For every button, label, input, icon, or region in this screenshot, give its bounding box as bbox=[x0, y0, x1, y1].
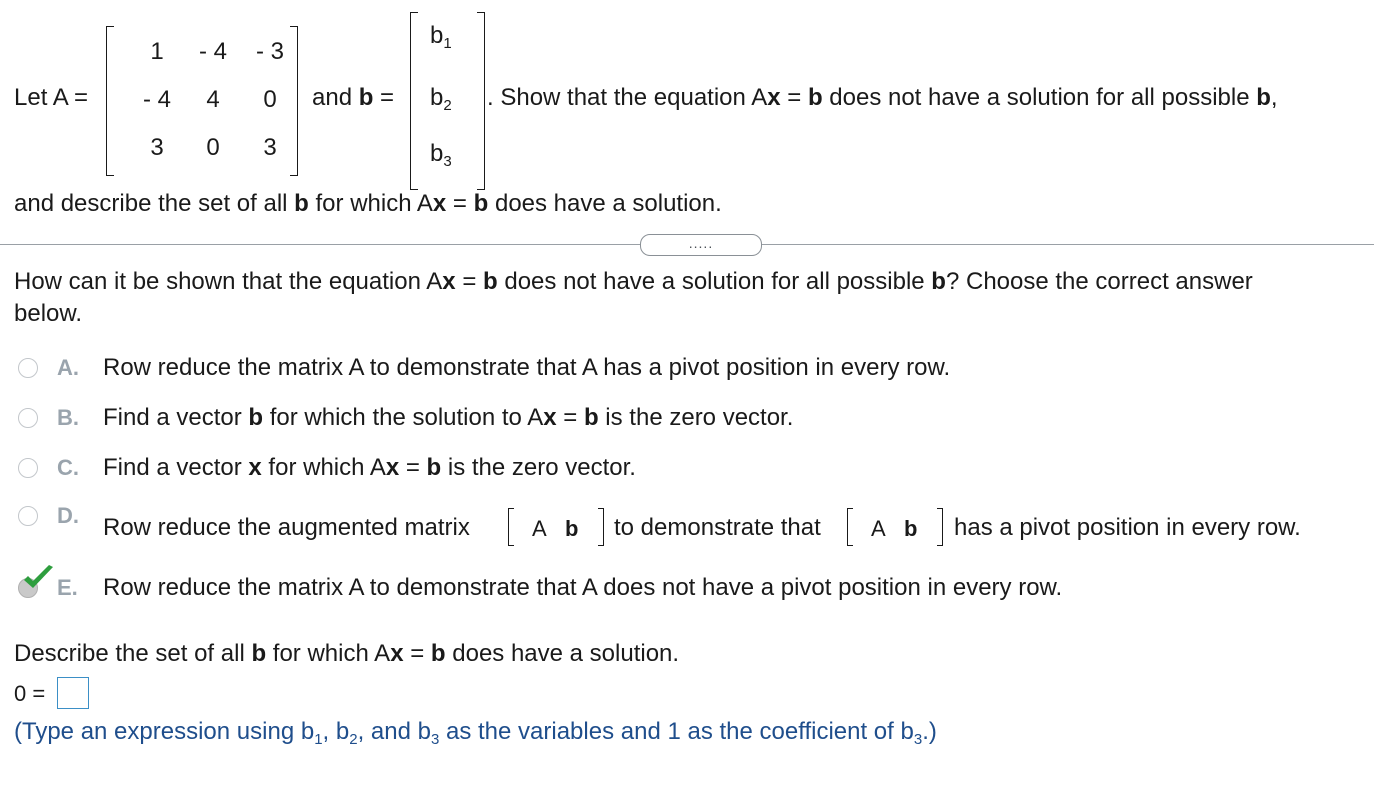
matrix-a-cell: 4 bbox=[206, 86, 220, 113]
augmented-matrix-left-bracket-2 bbox=[847, 508, 853, 546]
augmented-matrix-right-bracket bbox=[598, 508, 604, 546]
expand-more-button[interactable]: ..... bbox=[640, 234, 762, 256]
question2-text: Describe the set of all b for which Ax = b does have a solution. bbox=[14, 640, 680, 667]
let-a-label: Let A = bbox=[14, 84, 89, 111]
option-b-text: Find a vector b for which the solution to Ax = b is the zero vector. bbox=[103, 404, 794, 431]
matrix-a-cell: 3 bbox=[150, 134, 164, 161]
augmented-matrix-a: A bbox=[532, 516, 547, 541]
problem-line2-text: and describe the set of all b for which Ax = b does have a solution. bbox=[14, 190, 722, 217]
augmented-matrix-b-2: b bbox=[904, 516, 918, 541]
option-e-text: Row reduce the matrix A to demonstrate that A does not have a pivot position in every row. bbox=[103, 574, 1063, 601]
answer-equation-label: 0 = bbox=[14, 681, 46, 706]
matrix-a-cell: 1 bbox=[150, 38, 164, 65]
option-b-radio[interactable] bbox=[18, 408, 38, 428]
option-d-text-1: Row reduce the augmented matrix bbox=[103, 514, 470, 541]
option-c-text: Find a vector x for which Ax = b is the zero vector. bbox=[103, 454, 636, 481]
option-a-radio[interactable] bbox=[18, 358, 38, 378]
matrix-a-cell: 0 bbox=[206, 134, 220, 161]
option-b-letter: B. bbox=[57, 405, 79, 430]
answer-input[interactable] bbox=[57, 677, 89, 709]
matrix-a-cell: - 4 bbox=[198, 38, 227, 65]
question1-text: How can it be shown that the equation Ax = b does not have a solution for all possible b? Choose the correct answer bbox=[14, 268, 1253, 295]
checkmark-icon bbox=[20, 564, 56, 592]
answer-hint: (Type an expression using $b_1$, $b_2$, and $b_3$ as the variables and 1 as the coefficient of $b_3$.) bbox=[14, 718, 937, 748]
matrix-a-cell: - 4 bbox=[142, 86, 171, 113]
matrix-a-cell: 3 bbox=[263, 134, 277, 161]
augmented-matrix-b: b bbox=[565, 516, 579, 541]
option-a-text: Row reduce the matrix A to demonstrate that A has a pivot position in every row. bbox=[103, 354, 951, 381]
option-c-letter: C. bbox=[57, 455, 79, 480]
problem-line1-text: . Show that the equation Ax = b does not have a solution for all possible b, bbox=[487, 84, 1278, 111]
option-c-radio[interactable] bbox=[18, 458, 38, 478]
vector-b-left-bracket bbox=[410, 12, 418, 190]
augmented-matrix-right-bracket-2 bbox=[937, 508, 943, 546]
option-e-letter: E. bbox=[57, 575, 78, 600]
matrix-a-left-bracket bbox=[106, 26, 114, 176]
option-a-letter: A. bbox=[57, 355, 79, 380]
matrix-a-right-bracket bbox=[290, 26, 298, 176]
vector-b-entry: $b_2$ bbox=[430, 84, 452, 114]
option-d-letter: D. bbox=[57, 503, 79, 528]
and-b-label: and b = bbox=[312, 84, 395, 111]
option-d-text-2: to demonstrate that bbox=[614, 514, 821, 541]
augmented-matrix-left-bracket bbox=[508, 508, 514, 546]
augmented-matrix-a-2: A bbox=[871, 516, 886, 541]
matrix-a-cell: - 3 bbox=[255, 38, 284, 65]
option-d-text-3: has a pivot position in every row. bbox=[954, 514, 1301, 541]
vector-b-entry: $b_1$ bbox=[430, 22, 452, 52]
matrix-a-cell: 0 bbox=[263, 86, 277, 113]
question1-text-line2: below. bbox=[14, 300, 83, 327]
option-d-radio[interactable] bbox=[18, 506, 38, 526]
vector-b-entry: $b_3$ bbox=[430, 140, 452, 170]
vector-b-right-bracket bbox=[477, 12, 485, 190]
